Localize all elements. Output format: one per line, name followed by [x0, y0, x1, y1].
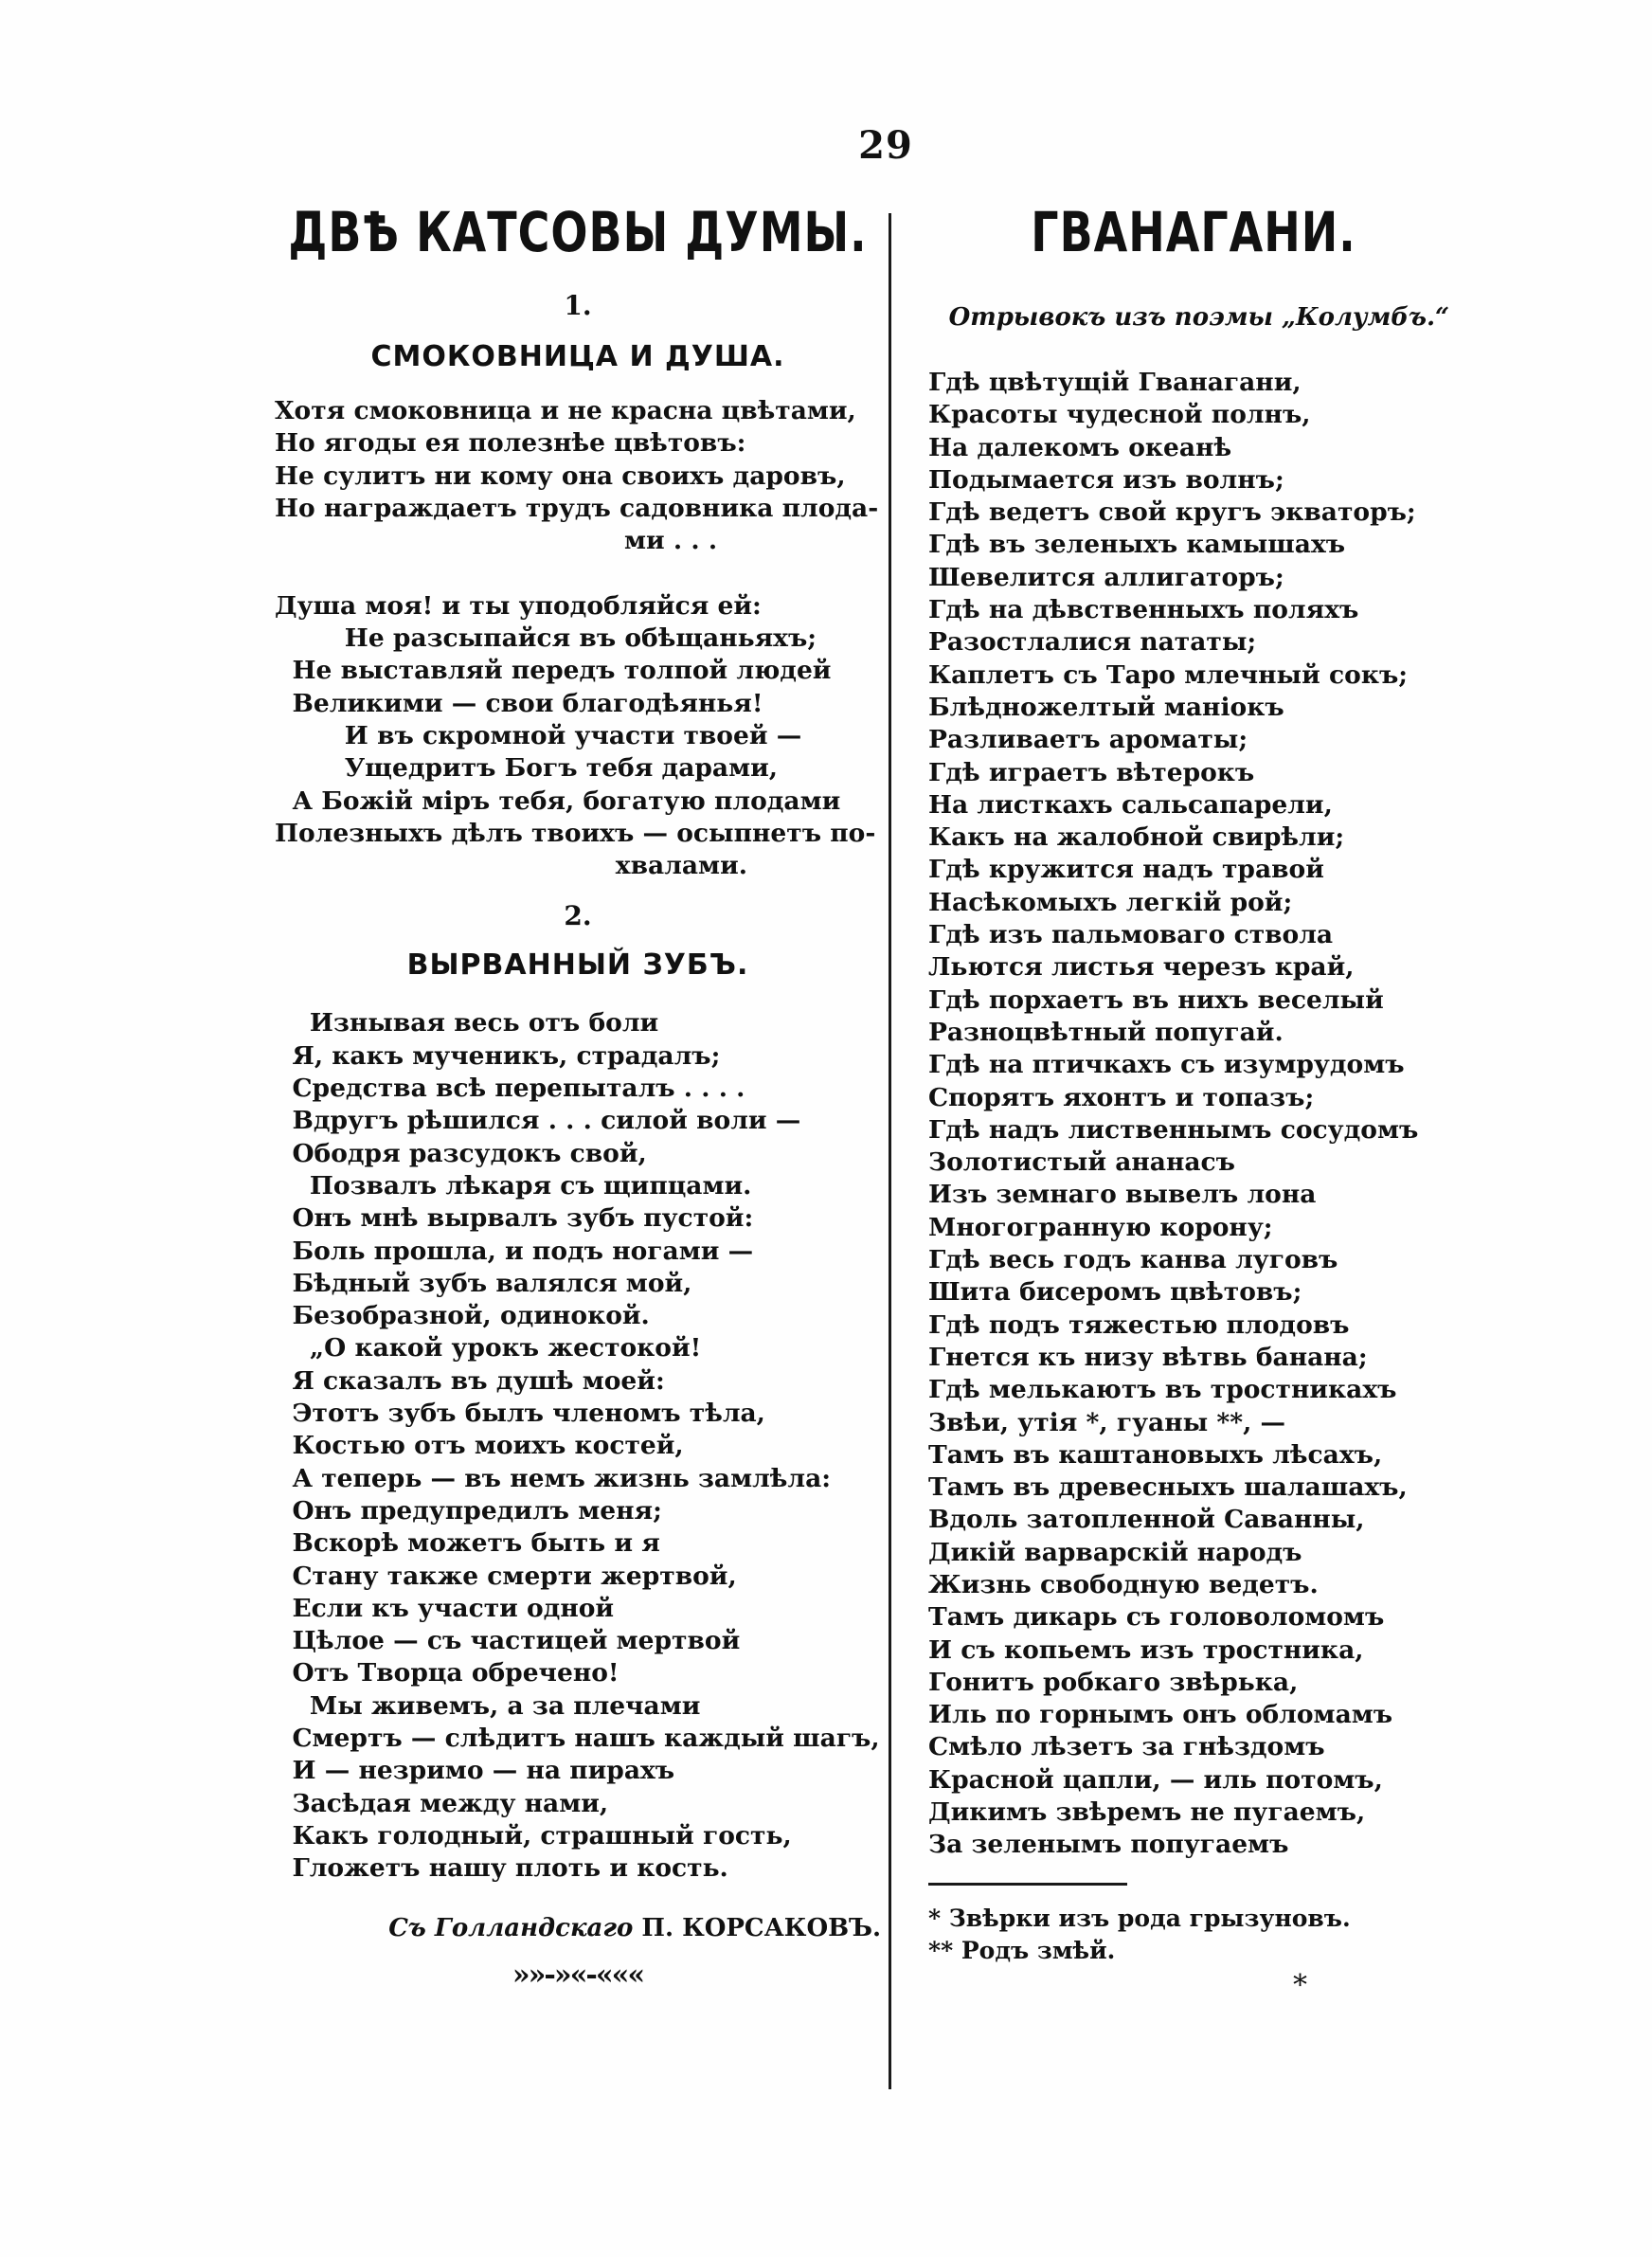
- verse-line: Я сказалъ въ душѣ моей:: [275, 1365, 665, 1396]
- poem-1-subtitle: СМОКОВНИЦА И ДУША.: [370, 340, 785, 373]
- verse-line: Стану также смерти жертвой,: [275, 1561, 737, 1591]
- verse-line: Не выставляй передъ толпой людей: [275, 656, 832, 686]
- verse-line: Гдѣ кружится надъ травой: [928, 855, 1324, 885]
- right-title: ГВАНАГАНИ.: [1031, 200, 1356, 264]
- verse-line: Красной цапли, — иль потомъ,: [928, 1764, 1383, 1795]
- verse-line: Отъ Творца обречено!: [275, 1658, 620, 1688]
- verse-line: Разливаетъ ароматы;: [928, 725, 1248, 755]
- verse-line: Тамъ въ каштановыхъ лѣсахъ,: [928, 1439, 1383, 1470]
- verse-line: Гонитъ робкаго звѣрька,: [928, 1667, 1299, 1697]
- left-title: ДВѢ КАТСОВЫ ДУМЫ.: [288, 200, 868, 264]
- footnotes: [928, 1903, 1459, 1967]
- verse-line: Звѣи, утія *, гуаны **, —: [928, 1407, 1286, 1437]
- signature-source: Съ Голландскаго: [388, 1914, 634, 1943]
- poem-2-number: 2.: [564, 900, 592, 932]
- verse-line: Изнывая весь отъ боли: [275, 1008, 659, 1038]
- verse-line: Гложетъ нашу плоть и кость.: [275, 1853, 728, 1884]
- verse-line: Безобразной, одинокой.: [275, 1301, 650, 1331]
- footnote: ** Родъ змѣй.: [928, 1936, 1116, 1964]
- column-divider: [889, 213, 891, 2089]
- verse-line: Гдѣ подъ тяжестью плодовъ: [928, 1309, 1350, 1340]
- verse-line: Иль по горнымъ онъ обломамъ: [928, 1700, 1393, 1730]
- verse-line: Какъ голодный, страшный гость,: [275, 1820, 792, 1851]
- verse-line: Онъ мнѣ вырвалъ зубъ пустой:: [275, 1203, 754, 1234]
- verse-line: Смѣло лѣзетъ за гнѣздомъ: [928, 1732, 1325, 1762]
- verse-line: Гдѣ изъ пальмоваго ствола: [928, 920, 1334, 950]
- verse-line: На листкахъ сальсапарели,: [928, 789, 1333, 820]
- epigraph: Отрывокъ изъ поэмы „Колумбъ.“: [948, 303, 1449, 332]
- verse-line: Шевелится аллигаторъ;: [928, 562, 1284, 592]
- verse-line: Боль прошла, и подъ ногами —: [275, 1236, 754, 1266]
- verse-line: Гдѣ мелькаютъ въ тростникахъ: [928, 1375, 1397, 1405]
- verse-line: А теперь — въ немъ жизнь замлѣла:: [275, 1463, 832, 1493]
- verse-line: Шита бисеромъ цвѣтовъ;: [928, 1277, 1302, 1308]
- end-ornament: »»-»«-«««: [512, 1959, 644, 1993]
- verse-line: Цѣлое — съ частицей мертвой: [275, 1626, 741, 1656]
- verse-line: Душа моя! и ты уподобляйся ей:: [275, 590, 762, 621]
- verse-line: Гдѣ на птичкахъ съ изумрудомъ: [928, 1050, 1405, 1080]
- verse-line: Смертъ — слѣдитъ нашъ каждый шагъ,: [275, 1723, 880, 1753]
- verse-line: Засѣдая между нами,: [275, 1788, 609, 1818]
- verse-line: И въ скромной участи твоей —: [275, 720, 802, 750]
- verse-line: Дикимъ звѣремъ не пугаемъ,: [928, 1797, 1366, 1828]
- verse-line: Каплетъ съ Таро млечный сокъ;: [928, 659, 1409, 690]
- page-number: 29: [858, 123, 913, 168]
- verse-line: Онъ предупредилъ меня;: [275, 1495, 662, 1526]
- verse-line: Гнется къ низу вѣтвь банана;: [928, 1342, 1368, 1372]
- verse-line: Подымается изъ волнъ;: [928, 464, 1284, 495]
- verse-line: Костью отъ моихъ костей,: [275, 1431, 684, 1461]
- verse-line: „О какой урокъ жестокой!: [275, 1333, 702, 1363]
- verse-line: Если къ участи одной: [275, 1593, 615, 1623]
- verse-line: Но награждаетъ трудъ садовника плода-: [275, 493, 879, 523]
- poem-2-verse: [275, 1007, 881, 1885]
- right-poem-verse: [928, 367, 1459, 1862]
- verse-line: Не сулитъ ни кому она своихъ даровъ,: [275, 460, 846, 491]
- verse-line: Тамъ въ древесныхъ шалашахъ,: [928, 1472, 1408, 1503]
- verse-line: Гдѣ играетъ вѣтерокъ: [928, 757, 1255, 787]
- verse-line: Разостлалися nататы;: [928, 627, 1257, 658]
- verse-line: Спорятъ яхонтъ и топазъ;: [928, 1082, 1315, 1112]
- verse-line: Вдоль затопленной Саванны,: [928, 1505, 1365, 1535]
- verse-line: Насѣкомыхъ легкій рой;: [928, 887, 1293, 917]
- end-mark: *: [1293, 1968, 1307, 2002]
- verse-line: А Божій міръ тебя, богатую плодами: [275, 785, 841, 816]
- verse-line: ми . . .: [275, 526, 718, 556]
- verse-line: Гдѣ въ зеленыхъ камышахъ: [928, 530, 1346, 560]
- verse-line: Изъ земнаго вывелъ лона: [928, 1180, 1317, 1210]
- verse-line: хвалами.: [275, 851, 747, 881]
- verse-line: Красоты чудесной полнъ,: [928, 400, 1311, 430]
- signature: [275, 1909, 881, 1947]
- footnote-rule: [928, 1883, 1127, 1886]
- verse-line: Гдѣ ведетъ свой кругъ экваторъ;: [928, 497, 1416, 528]
- verse-line: Многогранную корону;: [928, 1212, 1273, 1242]
- verse-line: Гдѣ цвѣтущій Гванагани,: [928, 368, 1302, 397]
- verse-line: Ободря разсудокъ свой,: [275, 1138, 647, 1168]
- verse-line: Тамъ дикарь съ головоломомъ: [928, 1602, 1385, 1633]
- poem-1-verse: [275, 395, 881, 882]
- verse-line: Блѣдножелтый маніокъ: [928, 692, 1284, 722]
- verse-line: Гдѣ надъ лиственнымъ сосудомъ: [928, 1114, 1419, 1145]
- verse-line: Великими — свои благодѣянья!: [275, 688, 763, 718]
- verse-line: Гдѣ весь годъ канва луговъ: [928, 1245, 1338, 1275]
- verse-line: Полезныхъ дѣлъ твоихъ — осыпнетъ по-: [275, 818, 876, 848]
- verse-line: И съ копьемъ изъ тростника,: [928, 1634, 1364, 1665]
- poem-1-number: 1.: [564, 290, 592, 321]
- verse-line: Бѣдный зубъ валялся мой,: [275, 1268, 692, 1298]
- verse-line: Льются листья черезъ край,: [928, 952, 1355, 983]
- verse-line: Хотя смоковница и не красна цвѣтами,: [275, 396, 856, 425]
- verse-line: И — незримо — на пирахъ: [275, 1756, 675, 1786]
- right-column: [928, 200, 1459, 2005]
- footnote: * Звѣрки изъ рода грызуновъ.: [928, 1904, 1351, 1932]
- verse-line: Вскорѣ можетъ быть и я: [275, 1528, 660, 1559]
- verse-line: За зеленымъ попугаемъ: [928, 1830, 1289, 1860]
- verse-line: Мы живемъ, а за плечами: [275, 1690, 701, 1721]
- verse-line: На далекомъ океанѣ: [928, 432, 1232, 462]
- verse-line: Вдругъ рѣшился . . . силой воли —: [275, 1106, 801, 1136]
- poem-2-subtitle: ВЫРВАННЫЙ ЗУБЪ.: [406, 948, 749, 983]
- verse-line: Какъ на жалобной свирѣли;: [928, 822, 1345, 853]
- verse-line: Средства всѣ перепыталъ . . . .: [275, 1074, 745, 1104]
- verse-line: Ущедритъ Богъ тебя дарами,: [275, 753, 778, 784]
- verse-line: Не разсыпайся въ обѣщаньяхъ;: [275, 623, 817, 654]
- left-column: [275, 200, 881, 1995]
- verse-line: Дикій варварскій народъ: [928, 1537, 1302, 1567]
- verse-line: Но ягоды ея полезнѣе цвѣтовъ:: [275, 428, 746, 459]
- verse-line: Позвалъ лѣкаря съ щипцами.: [275, 1170, 752, 1201]
- verse-line: [275, 557, 881, 589]
- verse-line: Золотистый ананасъ: [928, 1147, 1235, 1178]
- verse-line: Этотъ зубъ былъ членомъ тѣла,: [275, 1399, 765, 1429]
- verse-line: Я, какъ мученикъ, страдалъ;: [275, 1040, 721, 1071]
- verse-line: Гдѣ порхаетъ въ нихъ веселый: [928, 984, 1384, 1015]
- verse-line: Разноцвѣтный попугай.: [928, 1017, 1284, 1047]
- verse-line: Гдѣ на дѣвственныхъ поляхъ: [928, 595, 1359, 625]
- verse-line: Жизнь свободную ведетъ.: [928, 1569, 1319, 1599]
- signature-author: П. КОРСАКОВЪ.: [641, 1914, 881, 1943]
